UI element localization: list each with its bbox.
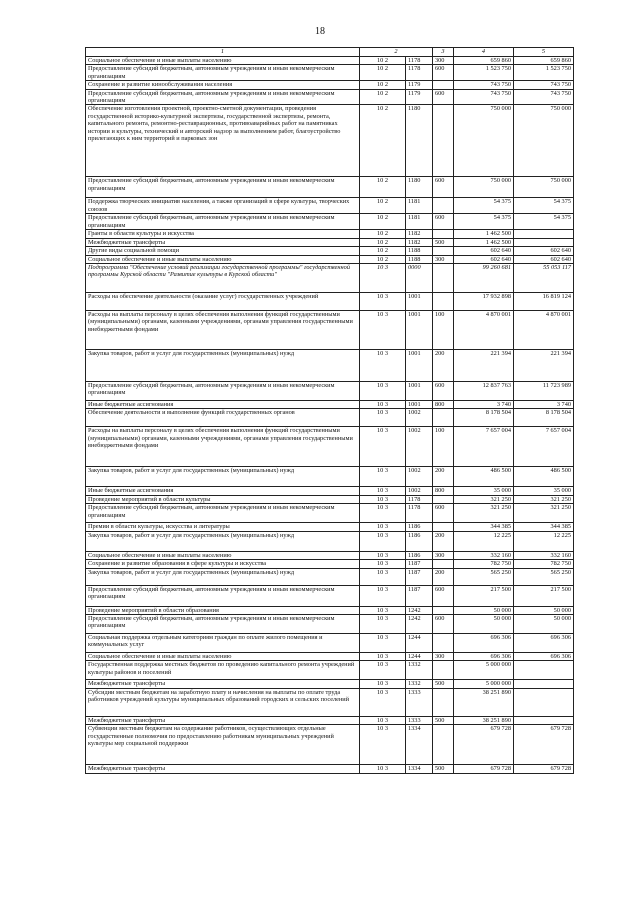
cell-code: 10 2 — [360, 255, 406, 263]
cell-expense-type: 600 — [433, 614, 454, 633]
cell-target-article: 1186 — [406, 551, 433, 559]
cell-target-article: 1187 — [406, 560, 433, 568]
cell-target-article: 1244 — [406, 652, 433, 660]
cell-target-article: 1186 — [406, 531, 433, 551]
cell-name: Закупка товаров, работ и услуг для государственных (муниципальных) нужд — [86, 531, 360, 551]
cell-expense-type: 300 — [433, 551, 454, 559]
cell-name: Закупка товаров, работ и услуг для государственных (муниципальных) нужд — [86, 467, 360, 487]
cell-code: 10 2 — [360, 89, 406, 105]
table-row — [86, 105, 574, 177]
cell-amount-plan: 217 500 — [454, 585, 514, 606]
cell-code: 10 3 — [360, 688, 406, 716]
cell-target-article: 1001 — [406, 350, 433, 382]
table-row — [86, 238, 574, 246]
table-row — [86, 264, 574, 293]
cell-amount-plan: 696 306 — [454, 633, 514, 652]
cell-expense-type — [433, 230, 454, 238]
cell-code: 10 3 — [360, 467, 406, 487]
table-row — [86, 293, 574, 311]
header-cell-name: 1 — [86, 48, 360, 57]
cell-amount-fact: 679 728 — [514, 725, 574, 765]
cell-code: 10 3 — [360, 716, 406, 724]
table-row — [86, 688, 574, 716]
table-row — [86, 560, 574, 568]
table-header-row — [86, 48, 574, 57]
cell-amount-plan: 17 932 898 — [454, 293, 514, 311]
cell-expense-type: 200 — [433, 568, 454, 585]
table-row — [86, 606, 574, 614]
cell-code: 10 3 — [360, 401, 406, 409]
cell-amount-fact: 696 306 — [514, 652, 574, 660]
cell-amount-fact: 3 740 — [514, 401, 574, 409]
cell-name: Социальное обеспечение и иные выплаты населению — [86, 255, 360, 263]
cell-expense-type — [433, 264, 454, 293]
cell-amount-fact: 679 728 — [514, 765, 574, 774]
cell-expense-type — [433, 247, 454, 255]
cell-expense-type: 800 — [433, 401, 454, 409]
cell-target-article: 1334 — [406, 725, 433, 765]
cell-amount-plan: 50 000 — [454, 614, 514, 633]
cell-amount-plan: 5 000 000 — [454, 680, 514, 688]
cell-code: 10 3 — [360, 606, 406, 614]
cell-target-article: 1332 — [406, 661, 433, 680]
cell-code: 10 2 — [360, 81, 406, 89]
cell-name: Предоставление субсидий бюджетным, автономным учреждениям и иным некоммерческим организациям — [86, 614, 360, 633]
cell-name: Субсидии местным бюджетам на заработную плату и начисления на выплаты по оплате труда работников учреждений культуры муниципальных образований городских и сельских поселений — [86, 688, 360, 716]
table-row — [86, 531, 574, 551]
table-row — [86, 382, 574, 401]
table-row — [86, 652, 574, 660]
cell-amount-plan: 99 260 681 — [454, 264, 514, 293]
cell-amount-plan: 221 394 — [454, 350, 514, 382]
cell-name: Обеспечение деятельности и выполнение функций государственных органов — [86, 409, 360, 427]
cell-code: 10 2 — [360, 230, 406, 238]
cell-amount-plan: 743 750 — [454, 81, 514, 89]
cell-expense-type — [433, 688, 454, 716]
cell-name: Иные бюджетные ассигнования — [86, 401, 360, 409]
cell-amount-plan: 750 000 — [454, 177, 514, 198]
cell-expense-type: 200 — [433, 350, 454, 382]
cell-amount-plan: 602 640 — [454, 255, 514, 263]
cell-name: Социальное обеспечение и иные выплаты населению — [86, 57, 360, 65]
cell-amount-plan: 54 375 — [454, 198, 514, 214]
cell-code: 10 3 — [360, 560, 406, 568]
header-cell-code: 2 — [360, 48, 433, 57]
cell-amount-fact: 35 000 — [514, 487, 574, 495]
cell-amount-plan: 743 750 — [454, 89, 514, 105]
cell-name: Иные бюджетные ассигнования — [86, 487, 360, 495]
cell-code: 10 3 — [360, 382, 406, 401]
cell-target-article: 1001 — [406, 401, 433, 409]
table-row — [86, 247, 574, 255]
table-row — [86, 350, 574, 382]
header-cell-plan: 4 — [454, 48, 514, 57]
cell-name: Государственная поддержка местных бюджетов по проведению капитального ремонта учреждений культуры районов и поселений — [86, 661, 360, 680]
cell-amount-plan: 486 500 — [454, 467, 514, 487]
table-row — [86, 89, 574, 105]
cell-expense-type: 500 — [433, 765, 454, 774]
cell-amount-plan: 1 462 500 — [454, 238, 514, 246]
table-row — [86, 427, 574, 467]
cell-amount-plan: 8 178 504 — [454, 409, 514, 427]
cell-amount-plan: 5 000 000 — [454, 661, 514, 680]
cell-amount-fact: 217 500 — [514, 585, 574, 606]
cell-amount-fact: 659 860 — [514, 57, 574, 65]
cell-amount-fact: 1 523 750 — [514, 65, 574, 81]
cell-target-article: 1242 — [406, 614, 433, 633]
cell-code: 10 3 — [360, 551, 406, 559]
cell-expense-type: 600 — [433, 65, 454, 81]
cell-name: Социальное обеспечение и иные выплаты населению — [86, 551, 360, 559]
cell-amount-plan: 4 870 001 — [454, 311, 514, 350]
cell-amount-plan: 7 657 004 — [454, 427, 514, 467]
cell-amount-fact: 321 250 — [514, 495, 574, 503]
cell-expense-type — [433, 409, 454, 427]
cell-target-article: 1181 — [406, 214, 433, 230]
cell-target-article: 1333 — [406, 688, 433, 716]
cell-amount-fact: 743 750 — [514, 81, 574, 89]
cell-target-article: 1334 — [406, 765, 433, 774]
cell-name: Сохранение и развитие кинообслуживания населения — [86, 81, 360, 89]
cell-name: Сохранение и развитие образования в сфере культуры и искусства — [86, 560, 360, 568]
cell-code: 10 3 — [360, 427, 406, 467]
cell-target-article: 1001 — [406, 293, 433, 311]
cell-amount-plan: 321 250 — [454, 504, 514, 523]
table-row — [86, 487, 574, 495]
cell-expense-type — [433, 560, 454, 568]
cell-name: Межбюджетные трансферты — [86, 680, 360, 688]
cell-expense-type: 600 — [433, 504, 454, 523]
table-body — [86, 57, 574, 774]
cell-amount-fact: 602 640 — [514, 247, 574, 255]
cell-amount-plan: 321 250 — [454, 495, 514, 503]
cell-amount-plan: 35 000 — [454, 487, 514, 495]
cell-amount-fact: 50 000 — [514, 614, 574, 633]
cell-amount-fact: 55 053 117 — [514, 264, 574, 293]
cell-target-article: 1178 — [406, 504, 433, 523]
table-row — [86, 551, 574, 559]
cell-target-article: 1178 — [406, 65, 433, 81]
cell-code: 10 3 — [360, 725, 406, 765]
cell-target-article: 1187 — [406, 585, 433, 606]
cell-name: Межбюджетные трансферты — [86, 238, 360, 246]
cell-target-article: 1179 — [406, 89, 433, 105]
cell-amount-fact: 344 385 — [514, 523, 574, 531]
cell-target-article: 1182 — [406, 230, 433, 238]
cell-target-article: 1182 — [406, 238, 433, 246]
cell-expense-type: 500 — [433, 238, 454, 246]
cell-expense-type: 600 — [433, 585, 454, 606]
cell-expense-type: 100 — [433, 311, 454, 350]
cell-target-article: 1332 — [406, 680, 433, 688]
table-row — [86, 65, 574, 81]
cell-name: Предоставление субсидий бюджетным, автономным учреждениям и иным некоммерческим организациям — [86, 89, 360, 105]
cell-amount-fact: 11 723 989 — [514, 382, 574, 401]
header-cell-vr: 3 — [433, 48, 454, 57]
cell-target-article: 1188 — [406, 247, 433, 255]
cell-expense-type: 800 — [433, 487, 454, 495]
cell-amount-plan: 696 306 — [454, 652, 514, 660]
cell-code: 10 2 — [360, 238, 406, 246]
cell-target-article: 1188 — [406, 255, 433, 263]
cell-expense-type — [433, 661, 454, 680]
cell-amount-fact: 332 160 — [514, 551, 574, 559]
cell-expense-type: 200 — [433, 531, 454, 551]
table-row — [86, 661, 574, 680]
cell-name: Гранты в области культуры и искусства — [86, 230, 360, 238]
cell-code: 10 3 — [360, 495, 406, 503]
cell-expense-type — [433, 198, 454, 214]
cell-code: 10 3 — [360, 311, 406, 350]
table-row — [86, 680, 574, 688]
cell-code: 10 3 — [360, 680, 406, 688]
cell-amount-fact: 221 394 — [514, 350, 574, 382]
cell-name: Поддержка творческих инициатив населения, а также организаций в сфере культуры, творческих союзов — [86, 198, 360, 214]
cell-amount-plan: 1 523 750 — [454, 65, 514, 81]
page-number: 18 — [315, 26, 325, 37]
cell-code: 10 3 — [360, 633, 406, 652]
cell-code: 10 3 — [360, 350, 406, 382]
table-row — [86, 401, 574, 409]
cell-expense-type — [433, 633, 454, 652]
cell-code: 10 3 — [360, 652, 406, 660]
table-row — [86, 716, 574, 724]
cell-code: 10 3 — [360, 487, 406, 495]
cell-target-article: 1186 — [406, 523, 433, 531]
cell-amount-plan: 38 251 890 — [454, 716, 514, 724]
cell-target-article: 1333 — [406, 716, 433, 724]
cell-name: Межбюджетные трансферты — [86, 765, 360, 774]
table-row — [86, 633, 574, 652]
cell-amount-fact — [514, 238, 574, 246]
table-row — [86, 614, 574, 633]
cell-amount-fact: 750 000 — [514, 177, 574, 198]
cell-amount-plan: 332 160 — [454, 551, 514, 559]
cell-amount-fact: 7 657 004 — [514, 427, 574, 467]
table-row — [86, 255, 574, 263]
table-row — [86, 495, 574, 503]
cell-code: 10 2 — [360, 177, 406, 198]
budget-table — [85, 47, 574, 774]
cell-name: Межбюджетные трансферты — [86, 716, 360, 724]
cell-name: Социальная поддержка отдельным категориям граждан по оплате жилого помещения и коммунальных услуг — [86, 633, 360, 652]
cell-expense-type: 100 — [433, 427, 454, 467]
table-row — [86, 523, 574, 531]
cell-code: 10 3 — [360, 568, 406, 585]
cell-code: 10 3 — [360, 661, 406, 680]
cell-code: 10 3 — [360, 409, 406, 427]
cell-expense-type: 500 — [433, 716, 454, 724]
cell-amount-fact — [514, 661, 574, 680]
cell-expense-type: 600 — [433, 89, 454, 105]
cell-code: 10 3 — [360, 523, 406, 531]
cell-amount-plan: 54 375 — [454, 214, 514, 230]
cell-amount-plan: 602 640 — [454, 247, 514, 255]
cell-amount-plan: 659 860 — [454, 57, 514, 65]
cell-expense-type — [433, 81, 454, 89]
cell-code: 10 3 — [360, 293, 406, 311]
table-row — [86, 198, 574, 214]
cell-amount-plan: 1 462 500 — [454, 230, 514, 238]
cell-name: Обеспечение изготовления проектной, проектно-сметной документации, проведения государственной историко-культурной экспертизы, государственной экспертизы, ремонта, капитального ремонта, ремонтно-реставрационных, противоаварийных работ на памятниках истории и культуры, технический и авторский надзор за выполнением работ, благоустройство прилегающих к ним территорий и парковых зон — [86, 105, 360, 177]
cell-target-article: 1178 — [406, 57, 433, 65]
cell-target-article: 1180 — [406, 105, 433, 177]
cell-amount-plan: 565 250 — [454, 568, 514, 585]
cell-name: Подпрограмма "Обеспечение условий реализации государственной программы" государственной программы Курской области "Развитие культуры в Курской области" — [86, 264, 360, 293]
cell-expense-type — [433, 495, 454, 503]
cell-amount-fact: 743 750 — [514, 89, 574, 105]
table-row — [86, 568, 574, 585]
cell-expense-type: 600 — [433, 382, 454, 401]
cell-amount-fact: 750 000 — [514, 105, 574, 177]
cell-code: 10 3 — [360, 614, 406, 633]
cell-name: Расходы на выплаты персоналу в целях обеспечения выполнения функций государственными (муниципальными) органами, казенными учреждениями, органами управления государственными внебюджетными фондами — [86, 311, 360, 350]
header-cell-fact: 5 — [514, 48, 574, 57]
cell-target-article: 1002 — [406, 487, 433, 495]
cell-amount-fact: 12 225 — [514, 531, 574, 551]
cell-name: Социальное обеспечение и иные выплаты населению — [86, 652, 360, 660]
cell-name: Предоставление субсидий бюджетным, автономным учреждениям и иным некоммерческим организациям — [86, 177, 360, 198]
cell-amount-fact: 8 178 504 — [514, 409, 574, 427]
cell-target-article: 1187 — [406, 568, 433, 585]
cell-amount-fact: 321 250 — [514, 504, 574, 523]
cell-amount-fact: 602 640 — [514, 255, 574, 263]
cell-amount-plan: 782 750 — [454, 560, 514, 568]
table-row — [86, 725, 574, 765]
cell-amount-plan: 12 837 763 — [454, 382, 514, 401]
cell-amount-plan: 344 385 — [454, 523, 514, 531]
cell-target-article: 1244 — [406, 633, 433, 652]
cell-code: 10 2 — [360, 247, 406, 255]
table-row — [86, 504, 574, 523]
cell-amount-fact: 565 250 — [514, 568, 574, 585]
cell-amount-plan: 679 728 — [454, 725, 514, 765]
cell-expense-type: 500 — [433, 680, 454, 688]
cell-code: 10 3 — [360, 765, 406, 774]
cell-target-article: 1001 — [406, 382, 433, 401]
cell-amount-fact: 16 819 124 — [514, 293, 574, 311]
cell-target-article: 1002 — [406, 409, 433, 427]
cell-amount-fact: 54 375 — [514, 198, 574, 214]
cell-name: Расходы на выплаты персоналу в целях обеспечения выполнения функций государственными (муниципальными) органами, казенными учреждениями, органами управления государственными внебюджетными фондами — [86, 427, 360, 467]
cell-expense-type — [433, 293, 454, 311]
cell-code: 10 3 — [360, 531, 406, 551]
cell-expense-type: 600 — [433, 214, 454, 230]
cell-code: 10 2 — [360, 198, 406, 214]
table-row — [86, 765, 574, 774]
cell-amount-plan: 12 225 — [454, 531, 514, 551]
cell-target-article: 1242 — [406, 606, 433, 614]
cell-code: 10 2 — [360, 105, 406, 177]
cell-expense-type — [433, 105, 454, 177]
cell-name: Другие виды социальной помощи — [86, 247, 360, 255]
cell-target-article: 1180 — [406, 177, 433, 198]
cell-amount-plan: 38 251 890 — [454, 688, 514, 716]
table-row — [86, 81, 574, 89]
cell-name: Закупка товаров, работ и услуг для государственных (муниципальных) нужд — [86, 568, 360, 585]
cell-code: 10 2 — [360, 214, 406, 230]
cell-name: Премии в области культуры, искусства и литературы — [86, 523, 360, 531]
table-row — [86, 409, 574, 427]
cell-amount-fact: 782 750 — [514, 560, 574, 568]
cell-name: Проведение мероприятий в области образования — [86, 606, 360, 614]
cell-target-article: 0000 — [406, 264, 433, 293]
cell-expense-type: 600 — [433, 177, 454, 198]
cell-name: Расходы на обеспечение деятельности (оказание услуг) государственных учреждений — [86, 293, 360, 311]
cell-name: Предоставление субсидий бюджетным, автономным учреждениям и иным некоммерческим организациям — [86, 504, 360, 523]
cell-code: 10 3 — [360, 504, 406, 523]
cell-expense-type: 300 — [433, 57, 454, 65]
cell-target-article: 1002 — [406, 467, 433, 487]
cell-code: 10 3 — [360, 585, 406, 606]
cell-code: 10 2 — [360, 65, 406, 81]
cell-amount-plan: 50 000 — [454, 606, 514, 614]
cell-target-article: 1001 — [406, 311, 433, 350]
table-row — [86, 177, 574, 198]
table-row — [86, 585, 574, 606]
cell-amount-plan: 750 000 — [454, 105, 514, 177]
cell-expense-type: 300 — [433, 652, 454, 660]
cell-expense-type: 200 — [433, 467, 454, 487]
cell-expense-type — [433, 725, 454, 765]
cell-name: Субвенции местным бюджетам на содержание работников, осуществляющих отдельные государственные полномочия по предоставлению работникам муниципальных учреждений культуры мер социальной поддержки — [86, 725, 360, 765]
cell-name: Предоставление субсидий бюджетным, автономным учреждениям и иным некоммерческим организациям — [86, 585, 360, 606]
table-row — [86, 230, 574, 238]
cell-name: Предоставление субсидий бюджетным, автономным учреждениям и иным некоммерческим организациям — [86, 214, 360, 230]
cell-amount-fact — [514, 680, 574, 688]
cell-code: 10 2 — [360, 57, 406, 65]
cell-amount-fact: 4 870 001 — [514, 311, 574, 350]
cell-amount-fact — [514, 716, 574, 724]
cell-code: 10 3 — [360, 264, 406, 293]
cell-name: Закупка товаров, работ и услуг для государственных (муниципальных) нужд — [86, 350, 360, 382]
cell-amount-plan: 3 740 — [454, 401, 514, 409]
cell-target-article: 1181 — [406, 198, 433, 214]
cell-name: Предоставление субсидий бюджетным, автономным учреждениям и иным некоммерческим организациям — [86, 65, 360, 81]
cell-expense-type — [433, 606, 454, 614]
cell-target-article: 1002 — [406, 427, 433, 467]
table-row — [86, 467, 574, 487]
table-row — [86, 57, 574, 65]
cell-amount-fact: 54 375 — [514, 214, 574, 230]
cell-expense-type — [433, 523, 454, 531]
cell-amount-plan: 679 728 — [454, 765, 514, 774]
cell-target-article: 1179 — [406, 81, 433, 89]
cell-amount-fact: 50 000 — [514, 606, 574, 614]
cell-amount-fact: 696 306 — [514, 633, 574, 652]
cell-expense-type: 300 — [433, 255, 454, 263]
cell-amount-fact: 486 500 — [514, 467, 574, 487]
cell-name: Предоставление субсидий бюджетным, автономным учреждениям и иным некоммерческим организациям — [86, 382, 360, 401]
cell-amount-fact — [514, 230, 574, 238]
table-row — [86, 214, 574, 230]
cell-name: Проведение мероприятий в области культуры — [86, 495, 360, 503]
cell-amount-fact — [514, 688, 574, 716]
cell-target-article: 1178 — [406, 495, 433, 503]
table-row — [86, 311, 574, 350]
